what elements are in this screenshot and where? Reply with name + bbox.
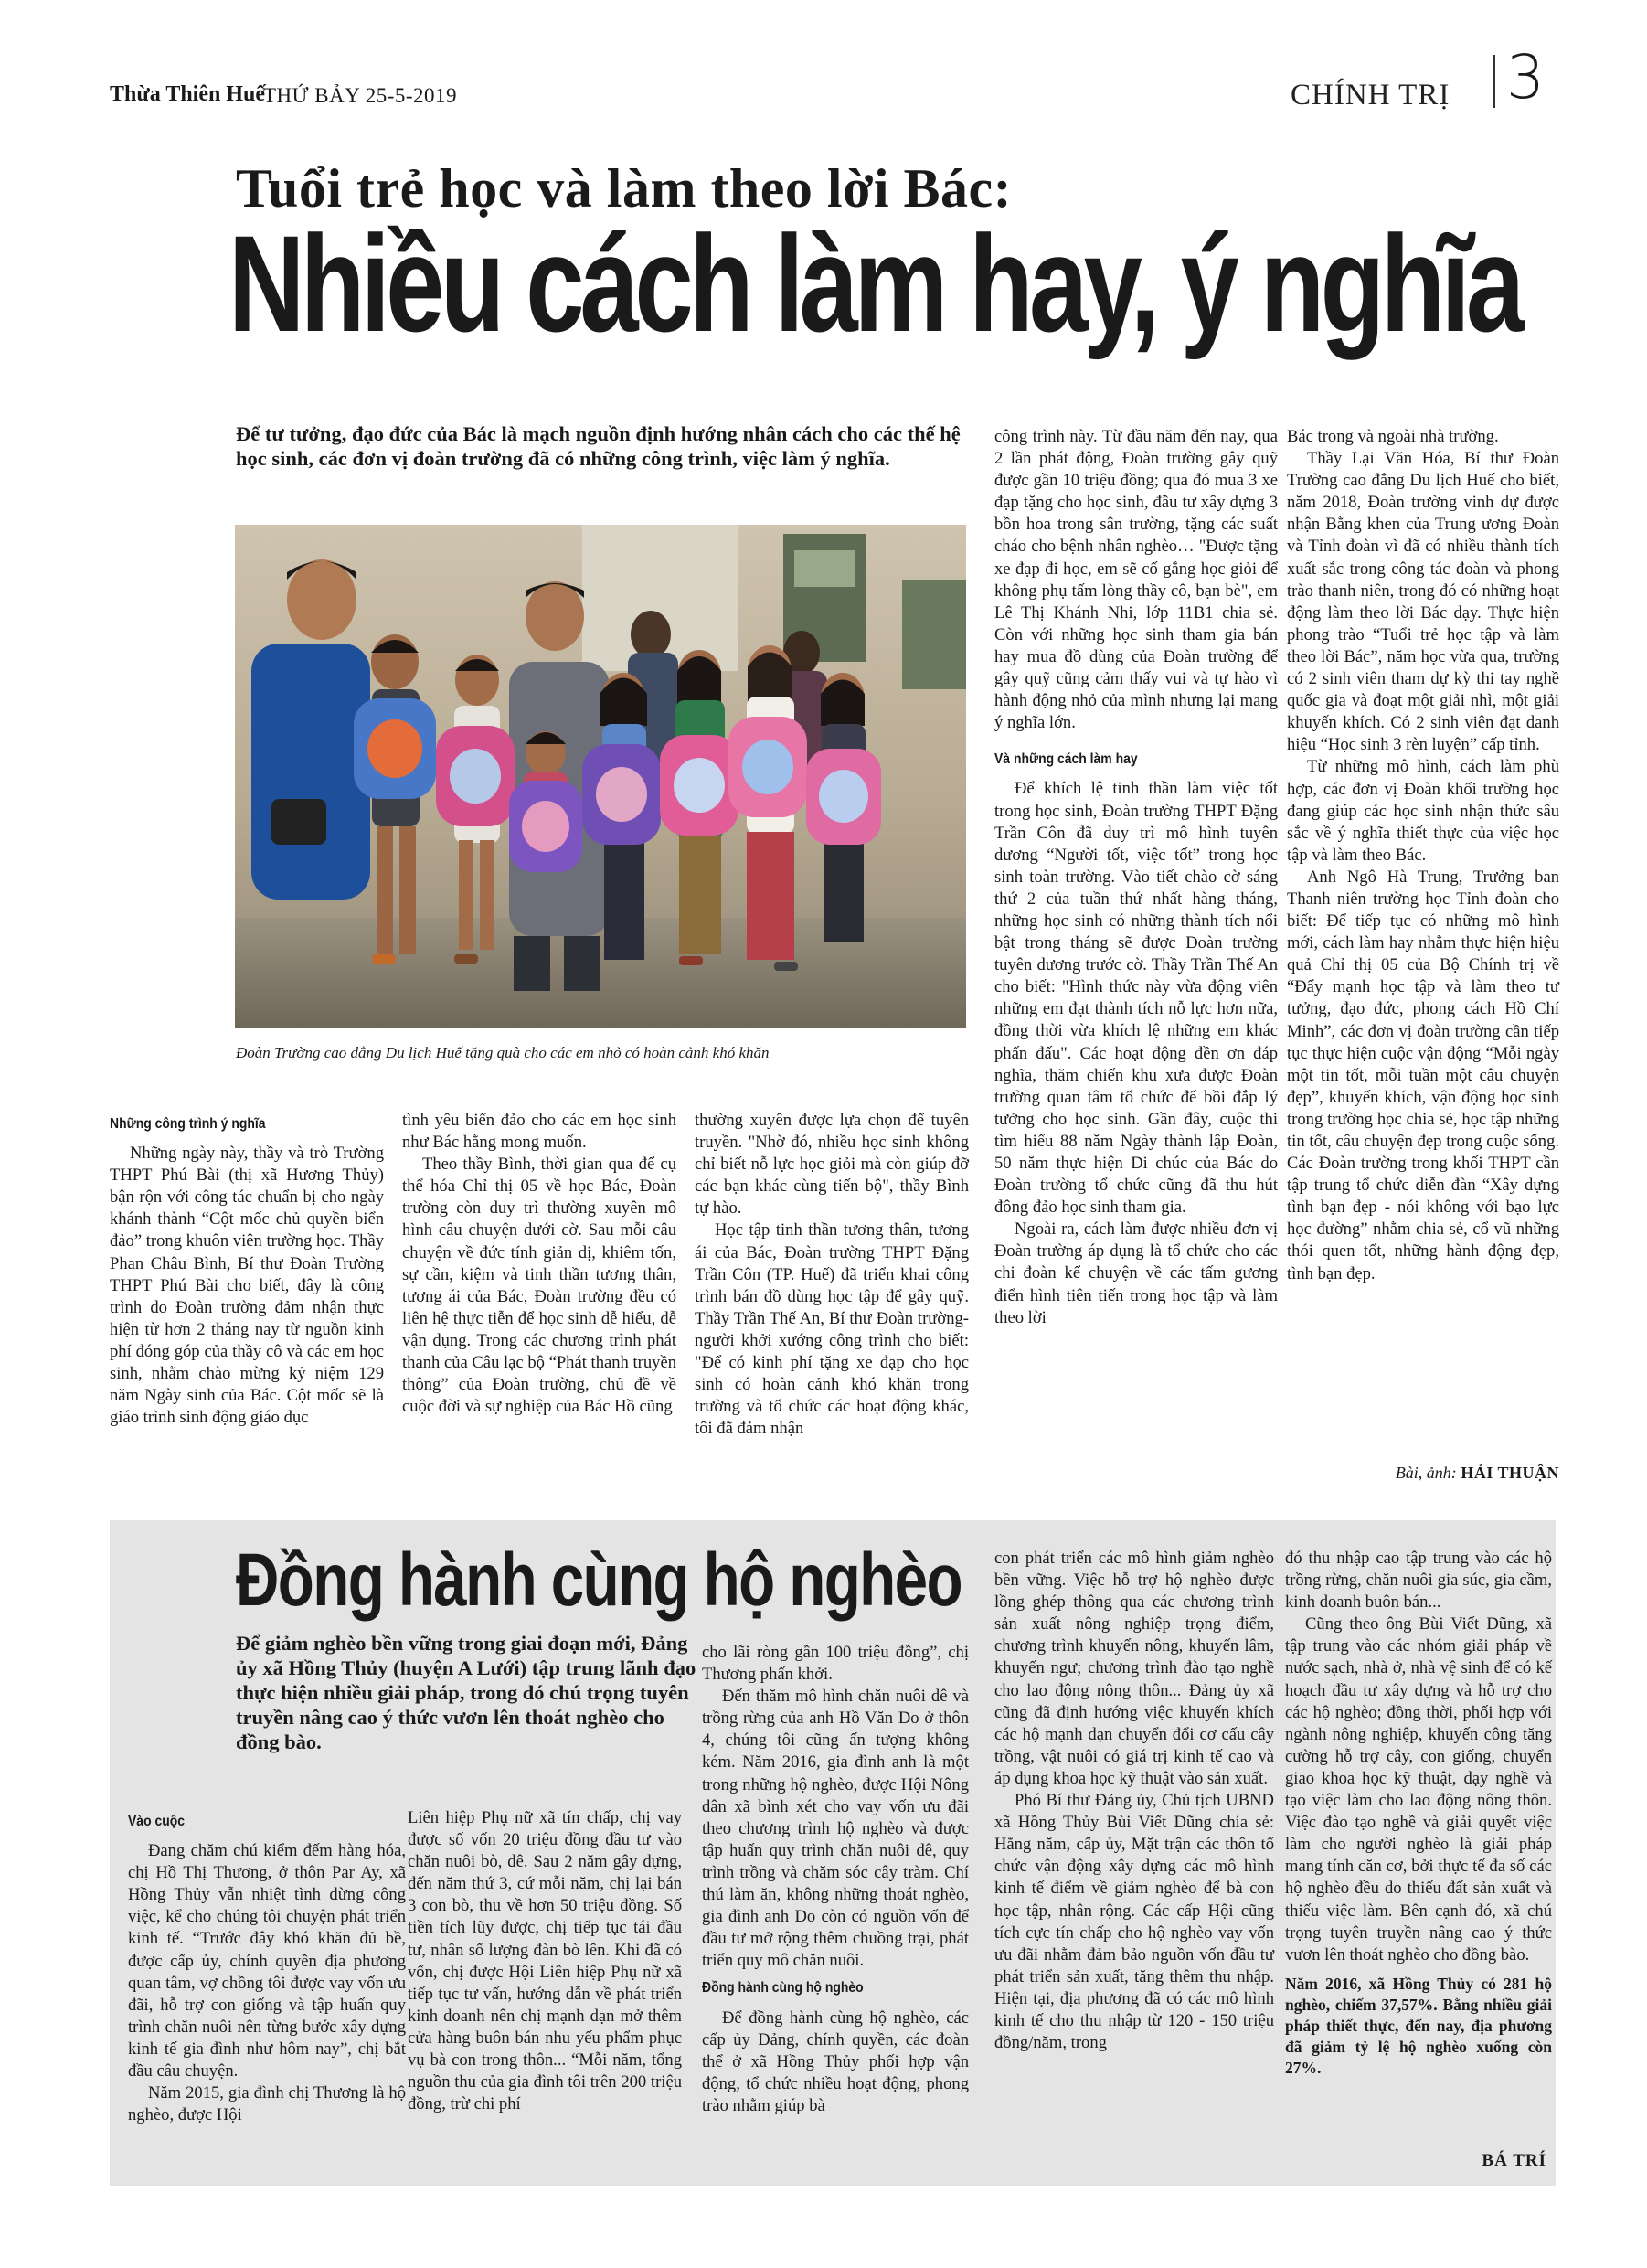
- newspaper-name: Thừa Thiên Huế: [110, 82, 266, 106]
- article1-headline: Nhiều cách làm hay, ý nghĩa: [228, 207, 1521, 360]
- paragraph: thường xuyên được lựa chọn để tuyên truyền. "Nhờ đó, nhiều học sinh không chỉ biết nỗ lực học giỏi mà còn giúp đỡ các bạn khác cùng tiến bộ", thầy Bình tự hào.: [695, 1111, 969, 1219]
- article2-column-3: [702, 1642, 969, 2117]
- article1-subhead-1: Những công trình ý nghĩa: [110, 1116, 266, 1132]
- issue-date: THỨ BẢY 25-5-2019: [263, 84, 458, 107]
- article1-column-5: [1287, 426, 1559, 1285]
- paragraph: Ngoài ra, cách làm được nhiều đơn vị Đoàn trường áp dụng là tổ chức cho các chi đoàn kể chuyện về các tấm gương điển hình tiên tiến trong học tập và làm theo lời: [994, 1219, 1278, 1327]
- section-title: CHÍNH TRỊ: [1291, 79, 1450, 112]
- header-divider: [1493, 55, 1495, 108]
- paragraph: công trình này. Từ đầu năm đến nay, qua 2 lần phát động, Đoàn trường gây quỹ được gần 10 triệu đồng; qua đó mua 3 xe đạp tặng cho học sinh, đầu tư xây dựng 3 bồn hoa trong sân trường, tặng các suất cháo cho bệnh nhân nghèo… "Được tặng xe đạp đi học, em sẽ cố gắng học giỏi để không phụ tấm lòng thầy cô, bạn bè", em Lê Thị Khánh Nhi, lớp 11B1 chia sẻ. Còn với những học sinh tham gia bán hay mua đồ dùng của Đoàn trường để gây quỹ cũng cảm thấy vui và tự hào vì hành động nhỏ của mình nhưng lại mang ý nghĩa lớn.: [994, 427, 1278, 733]
- paragraph: Liên hiệp Phụ nữ xã tín chấp, chị vay được số vốn 20 triệu đồng đầu tư vào chăn nuôi bò, dê. Sau 2 năm gây dựng, đến năm thứ 3, cứ mỗi năm, chị lại bán 3 con bò, thu về hơn 50 triệu đồng. Số tiền tích lũy được, chị tiếp tục tái đầu tư, nhân số lượng đàn bò lên. Khi đã có vốn, chị được Hội Liên hiệp Phụ nữ xã tiếp tục tư vấn, hướng dẫn về phát triển kinh doanh nên chị mạnh dạn mở thêm cửa hàng buôn bán nhu yếu phẩm phục vụ bà con trong thôn... “Mỗi năm, tổng nguồn thu của gia đình tôi trên 200 triệu đồng, trừ chi phí: [408, 1808, 682, 2114]
- article1-subhead-2: Và những cách làm hay: [994, 751, 1138, 768]
- paragraph: tình yêu biển đảo cho các em học sinh như Bác hằng mong muốn.: [402, 1111, 676, 1153]
- article2-column-2: [408, 1807, 682, 2115]
- article1-photo: [235, 525, 966, 1028]
- article1-kicker: Tuổi trẻ học và làm theo lời Bác:: [236, 158, 1013, 218]
- article2-lead: Để giảm nghèo bền vững trong giai đoạn mới, Đảng ủy xã Hồng Thủy (huyện A Lưới) tập trung lãnh đạo thực hiện nhiều giải pháp, trong đó chú trọng tuyên truyền nâng cao ý thức vươn lên thoát nghèo cho đồng bào.: [236, 1632, 696, 1753]
- paragraph: Học tập tinh thần tương thân, tương ái của Bác, Đoàn trường THPT Đặng Trần Côn (TP. Huế) đã triển khai công trình bán đồ dùng học tập để gây quỹ. Thầy Trần Thế An, Bí thư Đoàn trường- người khởi xướng công trình cho biết: "Để có kinh phí tặng xe đạp cho học sinh có hoàn cảnh khó khăn trong trường và tổ chức các hoạt động khác, tôi đã đảm nhận: [695, 1220, 969, 1439]
- paragraph: Từ những mô hình, cách làm phù hợp, các đơn vị Đoàn khối trường học đang giúp các học sinh nhận thức sâu sắc về ý nghĩa thiết thực của việc học tập và làm theo Bác.: [1287, 757, 1559, 865]
- paragraph: Đang chăm chú kiểm đếm hàng hóa, chị Hồ Thị Thương, ở thôn Par Ay, xã Hồng Thủy vẫn nhiệt tình dừng công việc, kể cho chúng tôi chuyện phát triển kinh tế. “Trước đây khó khăn đủ bề, được cấp ủy, chính quyền địa phương quan tâm, vợ chồng tôi được vay vốn ưu đãi, hỗ trợ con giống và tập huấn quy trình chăn nuôi nên từng bước xây dựng kinh tế gia đình như hôm nay”, chị bắt đầu câu chuyện.: [128, 1841, 406, 2082]
- article1-photo-caption: Đoàn Trường cao đẳng Du lịch Huế tặng quà cho các em nhỏ có hoàn cảnh khó khăn: [236, 1044, 770, 1061]
- article2-column-4: [994, 1548, 1274, 2054]
- article1-column-1: [110, 1110, 384, 1429]
- article1-column-2: [402, 1110, 676, 1418]
- paragraph: Đến thăm mô hình chăn nuôi dê và trồng rừng của anh Hồ Văn Do ở thôn 4, chúng tôi cũng ấn tượng không kém. Năm 2016, gia đình anh là một trong những hộ nghèo, được Hội Nông dân xã bình xét cho vay vốn ưu đãi theo chương trình hộ nghèo và được tập huấn quy trình chăn nuôi dê, quy trình trồng và chăm sóc cây tràm. Chí thú làm ăn, không những thoát nghèo, gia đình anh Do còn có nguồn vốn để đầu tư mở rộng thêm chuồng trại, phát triển quy mô chăn nuôi.: [702, 1687, 969, 1971]
- paragraph: Những ngày này, thầy và trò Trường THPT Phú Bài (thị xã Hương Thủy) bận rộn với công tác chuẩn bị cho ngày khánh thành “Cột mốc chủ quyền biển đảo” trong khuôn viên trường học. Thầy Phan Châu Bình, Bí thư Đoàn Trường THPT Phú Bài cho biết, đây là công trình do Đoàn trường đảm nhận thực hiện từ hơn 2 tháng nay từ nguồn kinh phí đóng góp của thầy cô và các em học sinh, nhằm chào mừng kỷ niệm 129 năm Ngày sinh của Bác. Cột mốc sẽ là giáo trình sinh động giáo dục: [110, 1144, 384, 1428]
- article1-column-3: [695, 1110, 969, 1440]
- paragraph: Cũng theo ông Bùi Viết Dũng, xã tập trung vào các nhóm giải pháp về nước sạch, nhà ở, nhà vệ sinh để có kế hoạch đầu tư xây dựng và hỗ trợ cho các hộ nghèo; đồng thời, phối hợp với ngành nông nghiệp, khuyến công tăng cường hỗ trợ cây, con giống, chuyển giao khoa học kỹ thuật, dạy nghề và tạo việc làm cho lao động nông thôn. Việc đào tạo nghề và giải quyết việc làm cho người nghèo là giải pháp mang tính căn cơ, bởi thực tế đa số các hộ nghèo đều do thiếu đất sản xuất và thiếu việc làm. Bên cạnh đó, xã chú trọng tuyên truyền nâng cao ý thức vươn lên thoát nghèo cho đồng bào.: [1285, 1614, 1552, 1965]
- byline-prefix: Bài, ảnh:: [1395, 1464, 1457, 1482]
- page-number: 3: [1506, 42, 1545, 112]
- paragraph: Theo thầy Bình, thời gian qua để cụ thể hóa Chỉ thị 05 về học Bác, Đoàn trường còn duy trì thường xuyên mô hình câu chuyện dưới cờ. Sau mỗi câu chuyện về đức tính giản dị, khiêm tốn, sự cần, kiệm và tinh thần tương thân, tương ái của Bác, Đoàn trường đều có liên hệ thực tiễn để học sinh dễ hiểu, dễ vận dụng. Trong các chương trình phát thanh của Câu lạc bộ “Phát thanh truyền thông” của Đoàn trường, chủ đề về cuộc đời và sự nghiệp của Bác Hồ cũng: [402, 1155, 676, 1417]
- article2-subhead-1: Vào cuộc: [128, 1814, 186, 1829]
- photo-illustration: [235, 525, 966, 1028]
- paragraph: đó thu nhập cao tập trung vào các hộ trồng rừng, chăn nuôi gia súc, gia cầm, kinh doanh buôn bán...: [1285, 1549, 1552, 1613]
- article1-lead: Để tư tưởng, đạo đức của Bác là mạch nguồn định hướng nhân cách cho các thế hệ học sinh, các đơn vị đoàn trường đã có những công trình, việc làm ý nghĩa.: [236, 422, 961, 470]
- article2-byline: BÁ TRÍ: [1482, 2151, 1546, 2170]
- article1-byline: [1287, 1464, 1559, 1483]
- paragraph: con phát triển các mô hình giảm nghèo bền vững. Việc hỗ trợ hộ nghèo được lồng ghép thông qua các chương trình sản xuất nông nghiệp trọng điểm, chương trình khuyến nông, khuyến lâm, khuyến ngư; chương trình đào tạo nghề cho lao động nông thôn... Đảng ủy xã cũng đã định hướng việc khuyến khích các hộ mạnh dạn chuyển đổi cơ cấu cây trồng, vật nuôi có giá trị kinh tế cao và áp dụng khoa học kỹ thuật vào sản xuất.: [994, 1549, 1274, 1788]
- paragraph: Anh Ngô Hà Trung, Trưởng ban Thanh niên trường học Tỉnh đoàn cho biết: Để tiếp tục có những mô hình mới, cách làm hay nhằm thực hiện hiệu quả Chỉ thị 05 của Bộ Chính trị về “Đẩy mạnh học tập và làm theo tư tưởng, đạo đức, phong cách Hồ Chí Minh”, các đơn vị đoàn trường cần tiếp tục thực hiện cuộc vận động “Mỗi ngày một tin tốt, mỗi tuần một câu chuyện đẹp”, khuyến khích, vận động học sinh trong trường học chia sẻ, học tập những tin tốt, câu chuyện đẹp trong cuộc sống. Các Đoàn trường trong khối THPT cần tập trung tổ chức diễn đàn “Xây dựng tình bạn đẹp - nói không với bạo lực học đường” nhằm chia sẻ, cổ vũ những thói quen tốt, những hành động đẹp, tình bạn đẹp.: [1287, 867, 1559, 1283]
- paragraph: Để khích lệ tinh thần làm việc tốt trong học sinh, Đoàn trường THPT Đặng Trần Côn đã duy trì mô hình tuyên dương “Người tốt, việc tốt” trong học sinh toàn trường. Vào tiết chào cờ sáng thứ 2 của tuần thứ nhất hàng tháng, những học sinh có những thành tích nổi bật trong tháng sẽ được Đoàn trường tuyên dương trước cờ. Thầy Trần Thế An cho biết: "Hình thức này vừa động viên những em đạt thành tích nỗ lực hơn nữa, đồng thời vừa khích lệ những em khác phấn đấu". Các hoạt động đền ơn đáp nghĩa, thăm chiến khu xưa được Đoàn trường quan tâm tổ chức để bồi đắp lý tưởng cho học sinh. Gần đây, cuộc thi tìm hiểu 88 năm Ngày thành lập Đoàn, 50 năm thực hiện Di chúc của Bác do Đoàn trường tổ chức cũng đã thu hút đông đảo học sinh tham gia.: [994, 779, 1278, 1218]
- article2-subhead-2: Đồng hành cùng hộ nghèo: [702, 1980, 864, 1996]
- byline-author: HẢI THUẬN: [1461, 1464, 1559, 1482]
- article2-column-1: [128, 1807, 406, 2126]
- paragraph: Bác trong và ngoài nhà trường.: [1287, 427, 1499, 446]
- article2-column-5: [1285, 1548, 1552, 2079]
- paragraph: cho lãi ròng gần 100 triệu đồng”, chị Thương phấn khởi.: [702, 1643, 969, 1685]
- paragraph: Năm 2015, gia đình chị Thương là hộ nghèo, được Hội: [128, 2083, 406, 2125]
- paragraph: Phó Bí thư Đảng ủy, Chủ tịch UBND xã Hồng Thủy Bùi Viết Dũng chia sẻ: Hằng năm, cấp ủy, Mặt trận các thôn tổ chức vận động xây dựng các mô hình kinh tế điểm về giảm nghèo để bà con học tập, nhân rộng. Các cấp Hội cũng tích cực tín chấp cho hộ nghèo vay vốn ưu đãi nhằm đảm bảo nguồn vốn đầu tư phát triển sản xuất, tăng thêm thu nhập. Hiện tại, địa phương đã có các mô hình kinh tế cho thu nhập từ 120 - 150 triệu đồng/năm, trong: [994, 1791, 1274, 2053]
- paragraph: Để đồng hành cùng hộ nghèo, các cấp ủy Đảng, chính quyền, các đoàn thể ở xã Hồng Thủy phối hợp vận động, tổ chức nhiều hoạt động, phong trào nhằm giúp bà: [702, 2007, 969, 2115]
- article2-headline: Đồng hành cùng hộ nghèo: [236, 1539, 962, 1622]
- article1-column-4: [994, 426, 1278, 1329]
- article2-factbox: Năm 2016, xã Hồng Thủy có 281 hộ nghèo, chiếm 37,57%. Bằng nhiều giải pháp thiết thực, đến nay, địa phương đã giảm tỷ lệ hộ nghèo xuống còn 27%.: [1285, 1974, 1552, 2077]
- paragraph: Thầy Lại Văn Hóa, Bí thư Đoàn Trường cao đẳng Du lịch Huế cho biết, năm 2018, Đoàn trường vinh dự được nhận Bằng khen của Trung ương Đoàn và Tỉnh đoàn vì đã có nhiều thành tích xuất sắc trong công tác đoàn và phong trào thanh niên, trong đó có những hoạt động làm theo lời Bác dạy. Thực hiện phong trào “Tuổi trẻ học tập và làm theo lời Bác”, năm học vừa qua, trường có 2 sinh viên tham dự kỳ thi tay nghề quốc gia và đoạt một giải nhì, một giải khuyến khích. Có 2 sinh viên đạt danh hiệu “Học sinh 3 rèn luyện” cấp tỉnh.: [1287, 449, 1559, 755]
